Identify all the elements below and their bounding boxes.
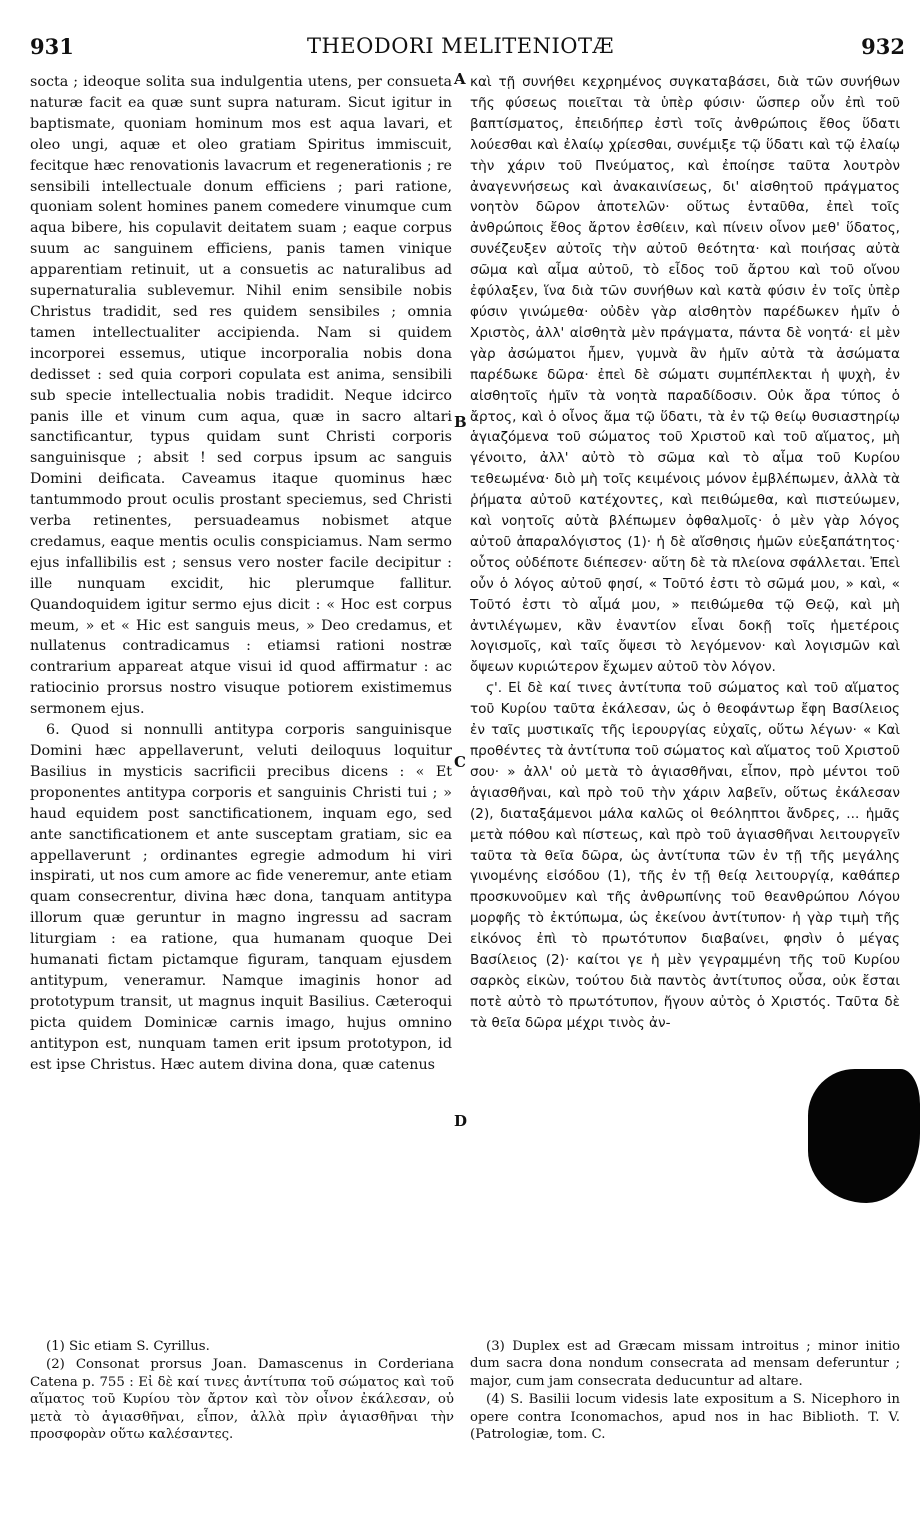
footnotes-left — [30, 1338, 454, 1444]
ink-blot — [808, 1069, 920, 1203]
running-title: THEODORI MELITENIOTÆ — [306, 34, 615, 58]
page-header — [0, 20, 921, 60]
footnote: (3) Duplex est ad Græcam missam introitus ; minor initio dum sacra dona nondum consecrata ad mensam deferuntur ; major, cum jam consecrata deducuntur ad altare. — [470, 1339, 900, 1389]
margin-mark-d: D — [454, 1112, 468, 1130]
footnote: (4) S. Basilii locum videsis late expositum a S. Nicephoro in opere contra Iconomachos, apud nos in hac Biblioth. T. V. (Patrologiæ, tom. C. — [470, 1392, 900, 1443]
latin-paragraph: 6. Quod si nonnulli antitypa corporis sanguinisque Domini hæc appellaverunt, veluti deiloquus loquitur Basilius in mysticis sacrificii precibus dicens : « Et proponentes antitypa corporis et sanguinis Christi tui ; » haud equidem post sanctificationem, inquam ego, sed ante sanctificationem et ante susceptam gratiam, sic ea appellaverunt ; ordinantes egregie admodum hi viri inspirati, ut nos cum amore ac fide veneremur, ante etiam quam consecrentur, divina hæc dona, tanquam antitypa illorum quæ geruntur in magno ingressu ad sacram liturgiam : ea ratione, qua humanam quoque Dei humanati fictam pictamque figuram, tanquam ejusdem antitypum, veneramur. Namque imaginis honor ad prototypum transit, ut magnus inquit Basilius. Cæteroqui picta quidem Dominicæ carnis imago, hujus omnino antitypon est, nunquam tamen erit ipsum prototypon, id est ipse Christus. Hæc autem divina dona, quæ catenus — [30, 722, 452, 1073]
margin-mark-b: B — [454, 413, 467, 431]
margin-mark-c: C — [454, 753, 466, 771]
footnote: (1) Sic etiam S. Cyrillus. — [46, 1339, 210, 1354]
greek-paragraph: καὶ τῇ συνήθει κεχρημένος συγκαταβάσει, διὰ τῶν συνήθων τῆς φύσεως ποιεῖται τὰ ὑπὲρ φύσιν· ὥσπερ οὖν ἐπὶ τοῦ βαπτίσματος, ἐπειδήπερ ἐστὶ τοῖς ἀνθρώποις ἔθος ὕδατι λούεσθαι καὶ ἐλαίῳ χρίεσθαι, συνέμιξε τῷ ὕδατι καὶ τῷ ἐλαίῳ τὴν χάριν τοῦ Πνεύματος, καὶ ἐποίησε ταῦτα λουτρὸν ἀναγεννήσεως καὶ ἀνακαινίσεως, δι' αἰσθητοῦ πράγματος νοητὸν δῶρον ἀποτελῶν· οὕτως ἐνταῦθα, ἐπεὶ τοῖς ἀνθρώποις ἔθος ἄρτον ἐσθίειν, καὶ πίνειν οἶνον μεθ' ὕδατος, συνέζευξεν αὐτοῖς τὴν αὐτοῦ θεότητα· καὶ ποιήσας αὐτὰ σῶμα καὶ αἷμα αὐτοῦ, τὸ εἶδος τοῦ ἄρτου καὶ τοῦ οἴνου ἐφύλαξεν, ἵνα διὰ τῶν συνήθων καὶ κατὰ φύσιν ἐν τοῖς ὑπὲρ φύσιν γινώμεθα· οὐδὲν γὰρ αἰσθητὸν παρέδωκεν ἡμῖν ὁ Χριστὸς, ἀλλ' αἰσθητὰ μὲν πράγματα, πάντα δὲ νοητά· εἰ μὲν γὰρ ἀσώματοι ἦμεν, γυμνὰ ἂν ἡμῖν αὐτὰ τὰ ἀσώματα παρέδωκε δῶρα· ἐπεὶ δὲ σώματι συμπέπλεκται ἡ ψυχὴ, ἐν αἰσθητοῖς ἡμῖν τὰ νοητὰ παραδίδοσιν. Οὐκ ἄρα τύπος ὁ ἄρτος, καὶ ὁ οἶνος ἅμα τῷ ὕδατι, τὰ ἐν τῷ θείῳ θυσιαστηρίῳ ἁγιαζόμενα τοῦ σώματος τοῦ Χριστοῦ καὶ τοῦ αἵματος, μὴ γένοιτο, ἀλλ' αὐτὸ τὸ σῶμα καὶ τὸ αἷμα τοῦ Κυρίου τεθεωμένα· διὸ μὴ τοῖς κειμένοις μόνον ἐμβλέπωμεν, ἀλλὰ τὰ ῥήματα αὐτοῦ κατέχοντες, καὶ πειθώμεθα, καὶ πιστεύωμεν, καὶ νοητοῖς αὐτὰ βλέπωμεν ὀφθαλμοῖς· ὁ μὲν γὰρ λόγος αὐτοῦ ἀπαραλόγιστος (1)· ἡ δὲ αἴσθησις ἡμῶν εὐεξαπάτητος· οὗτος οὐδέποτε διέπεσεν· αὕτη δὲ τὰ πλείονα σφάλλεται. Ἐπεὶ οὖν ὁ λόγος αὐτοῦ φησί, « Τοῦτό ἐστι τὸ σῶμά μου, » καὶ, « Τοῦτό ἐστι τὸ αἷμά μου, » πειθώμεθα τῷ Θεῷ, καὶ μὴ ἀντιλέγωμεν, κἂν ἐναντίον εἶναι δοκῇ τοῖς ἡμετέροις λογισμοῖς, καὶ ταῖς ὄψεσι τὸ λεγόμενον· καὶ λογισμῶν καὶ ὄψεων κυριώτερον ἔχωμεν αὐτοῦ τὸν λόγον. — [470, 74, 900, 676]
margin-mark-a: A — [454, 70, 466, 88]
latin-paragraph: socta ; ideoque solita sua indulgentia utens, per consueta naturæ facit ea quæ sunt supra naturam. Sicut igitur in baptismate, quoniam hominum mos est aqua lavari, et oleo ungi, aquæ et oleo gratiam Spiritus immiscuit, fecitque hæc renovationis lavacrum et regenerationis ; re sensibili intellectuale donum efficiens ; pari ratione, quoniam solent homines panem comedere vinumque cum aqua bibere, his copulavit deitatem suam ; eaque corpus suum ac sanguinem efficiens, panis tamen vinique apparentiam retinuit, ut a consuetis ac naturalibus ad supernaturalia sublevemur. Nihil enim sensibile nobis Christus tradidit, sed res quidem sensibiles ; omnia tamen intellectualiter accipienda. Nam si quidem incorporei essemus, utique incorporalia nobis dona dedisset : sed quia corpori copulata est anima, sensibili sub specie intellectualia nobis tradidit. Neque idcirco panis ille et vinum cum aqua, quæ in sacro altari sanctificantur, typus quidam sunt Christi corporis sanguinisque ; absit ! sed corpus ipsum ac sanguis Domini deificata. Caveamus itaque quominus hæc tantummodo prout oculis prostant speciemus, sed Christi verba retinentes, persuadeamus nobismet atque credamus, eaque mentis oculis conspiciamus. Nam sermo ejus infallibilis est ; sensus vero noster facile decipitur : ille nunquam excidit, hic plerumque fallitur. Quandoquidem igitur sermo ejus dicit : « Hoc est corpus meum, » et « Hic est sanguis meus, » Deo credamus, et nullatenus contradicamus : etiamsi rationi nostræ contrarium appareat atque visui id quod affirmatur : ac ratiocinio prorsus nostro visuque potiorem existimemus sermonem ejus. — [30, 74, 452, 718]
greek-column — [470, 72, 900, 1034]
greek-paragraph: ϛ'. Εἰ δὲ καί τινες ἀντίτυπα τοῦ σώματος καὶ τοῦ αἵματος τοῦ Κυρίου ταῦτα ἐκάλεσαν, ὡς ὁ θεοφάντωρ ἔφη Βασίλειος ἐν ταῖς μυστικαῖς τῆς ἱερουργίας εὐχαῖς, οὕτω λέγων· « Καὶ προθέντες τὰ ἀντίτυπα τοῦ σώματος καὶ αἵματος τοῦ Χριστοῦ σου· » ἀλλ' οὐ μετὰ τὸ ἁγιασθῆναι, εἶπον, πρὸ μέντοι τοῦ ἁγιασθῆναι, καὶ πρὸ τοῦ τὴν χάριν λαβεῖν, οὕτως ἐκάλεσαν (2), διαταξάμενοι μάλα καλῶς οἱ θεόληπτοι ἄνδρες, ... ἡμᾶς μετὰ πόθου καὶ πίστεως, καὶ πρὸ τοῦ ἁγιασθῆναι λειτουργεῖν ταῦτα τὰ θεῖα δῶρα, ὡς ἀντίτυπα τῶν ἐν τῇ τῆς μεγάλης γινομένης εἰσόδου (1), τῆς ἐν τῇ θείᾳ λειτουργίᾳ, καθάπερ προσκυνοῦμεν καὶ τῆς ἀνθρωπίνης τοῦ θεανθρώπου Λόγου μορφῆς τὸ ἐκτύπωμα, ὡς ἐκείνου ἀντίτυπον· ἡ γὰρ τιμὴ τῆς εἰκόνος ἐπὶ τὸ πρωτότυπον διαβαίνει, φησὶν ὁ μέγας Βασίλειος (2)· καίτοι γε ἡ μὲν γεγραμμένη τῆς τοῦ Κυρίου σαρκὸς εἰκὼν, τούτου διὰ παντὸς ἀντίτυπος οὖσα, οὐκ ἔσται ποτὲ αὐτὸ τὸ πρωτότυπον, ἤγουν αὐτὸς ὁ Χριστός. Ταῦτα δὲ τὰ θεῖα δῶρα μέχρι τινὸς ἀν- — [470, 680, 900, 1031]
footnote: (2) Consonat prorsus Joan. Damascenus in Corderiana Catena p. 755 : Εἰ δὲ καί τινες ἀντίτυπα τοῦ σώματος καὶ τοῦ αἵματος τοῦ Κυρίου τὸν ἄρτον καὶ τὸν οἶνον ἐκάλεσαν, οὐ μετὰ τὸ ἁγιασθῆναι, εἶπον, ἀλλὰ πρὶν ἁγιασθῆναι τὴν προσφορὰν οὕτω καλέσαντες. — [30, 1357, 454, 1443]
latin-column — [30, 72, 452, 1076]
right-page-number: 932 — [861, 34, 905, 59]
footnotes-right — [470, 1338, 900, 1444]
left-page-number: 931 — [30, 34, 74, 59]
